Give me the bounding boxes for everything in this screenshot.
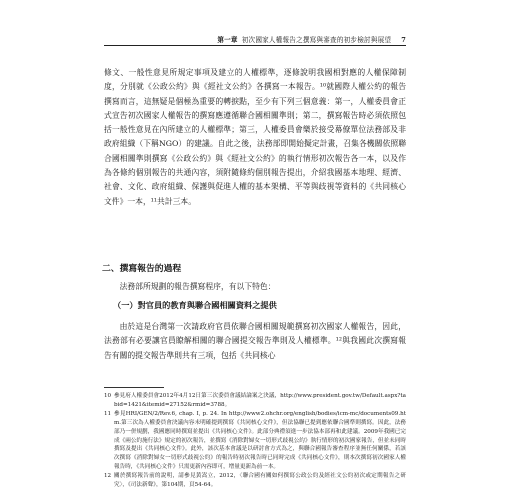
footnote-text: 參見府人權委員會2012年4月12日第三次委員會議結論案之決議，http://www.president.gov.tw/Default.aspx?tabid=1421&itemid=27152&rmid=3788。 xyxy=(114,393,406,408)
paragraph-2-text: 法務部所規劃的報告撰寫程序，有以下特色： xyxy=(119,282,276,291)
footnote-number: 11 xyxy=(104,410,112,417)
footnote-text: 參見HRI/GEN/2/Rev.6, chap. I, p. 24. In http://www2.ohchr.org/english/bodies/icm-mc/documents09.htm.第三次為人權委員會決議內容未明確提到撰寫《共同核心文件》，但法協聯已提到應依聯合國準則撰寫。因此，法務部乃一併規劃，我國應同時撰寫並提出《共同核心文件》。此部分典禮須進一步法協本部再和此建議。2009年我國已完成《兩公約施行法》規定的初次報告，並撰寫《消除對婦女一切形式歧視公約》執行情形的初次國家報告，但並未同時撰寫及提出《共同核心文件》。此外，該次基本會議是以研討會方式為之，與聯合國報告審查程序並無任何關係，若該次撰寫《消除對婦女一切形式歧視公約》的報告時初次報告時已同時完成《共同核心文件》，則本次撰寫初次國家人權報告時，《共同核心文件》只需更新內容即可，增量更新為前一本。 xyxy=(114,410,406,471)
footnote-rule xyxy=(104,387,164,388)
footnotes xyxy=(104,392,406,490)
footnote-12 xyxy=(104,472,406,490)
paragraph-3-text: 由於這是台灣第一次請政府官員依聯合國相關規範撰寫初次國家人權報告，因此，法務部有必要讓官員瞭解相關的聯合國提交報告準則及人權標準。¹²與我國此次撰寫報告有關的提交報告準則共有三項，包括《共同核心 xyxy=(104,322,406,360)
section-heading: 二、撰寫報告的過程 xyxy=(102,264,182,274)
subsection-heading: （一）對官員的教育與聯合國相關資料之提供 xyxy=(113,300,277,310)
footnote-number: 12 xyxy=(104,473,112,480)
header-chapter: 第一章 xyxy=(217,36,238,44)
footnote-text: 關於撰寫報告前的說明，請參見黃嵩立，2012，〈聯合國有關如何撰寫公政公約及經社文公約初次或定期報告之研究〉，《司法新聲》，第104期，頁54-64。 xyxy=(114,473,406,489)
paragraph-1 xyxy=(104,66,406,209)
footnote-number: 10 xyxy=(104,393,112,399)
paragraph-1-text: 條文、一般性意見所規定事項及建立的人權標準，逐條說明我國相對應的人權保障制度，分別就《公政公約》與《經社文公約》各撰寫一本報告。¹⁰就國際人權公約的報告撰寫而言，這無疑是個極為重要的轉捩點，至少有下列三個意義：第一，人權委員會正式宣告初次國家人權報告的撰寫應遵循聯合國相關準則；第二，撰寫報告時必須依照包括一般性意見在內所建立的人權標準；第三，人權委員會樂於接受幕僚單位法務部及非政府組織（下稱NGO）的建議。自此之後，法務部即開始擬定計畫，召集各機關依照聯合國相關準則撰寫《公政公約》與《經社文公約》的執行情形初次報告各一本，以及作為各條約個別報告的共通內容，須附隨條約個別報告提出，介紹我國基本地理、經濟、社會、文化、政府組織、保護與促進人權的基本架構、平等與歧視等資料的《共同核心文件》一本，¹¹共計三本。 xyxy=(104,68,406,206)
paragraph-3 xyxy=(104,320,406,363)
footnote-11 xyxy=(104,410,406,472)
header-title: 初次國家人權報告之撰寫與審查的初步檢討與展望 xyxy=(241,36,392,44)
footnote-10 xyxy=(104,392,406,410)
running-header xyxy=(104,33,406,46)
paragraph-2 xyxy=(104,280,406,294)
page-number: 7 xyxy=(401,36,406,44)
